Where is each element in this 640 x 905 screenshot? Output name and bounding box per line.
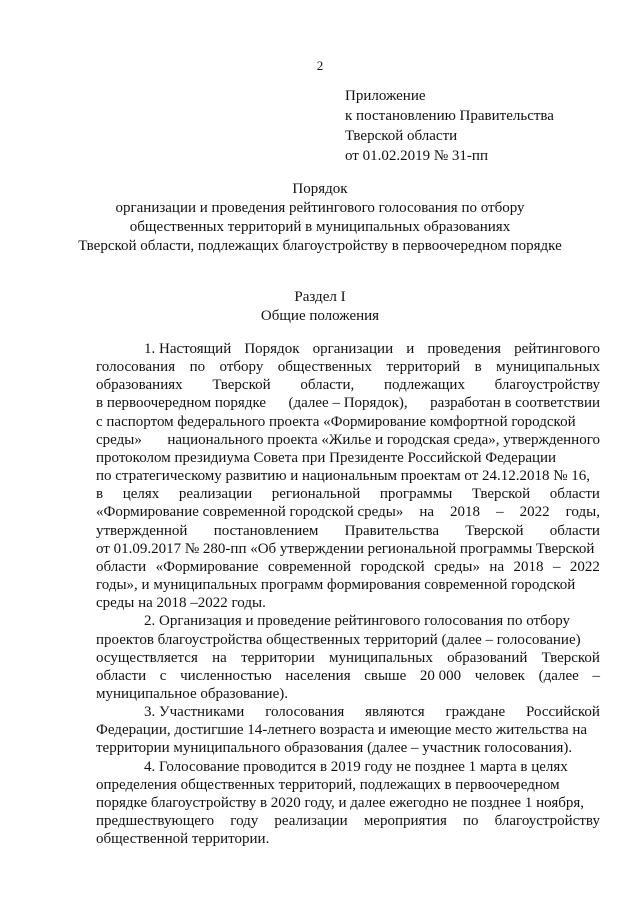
- text-line: [96, 358, 600, 376]
- word-group: 2022: [569, 558, 600, 575]
- word-group: граждане: [445, 704, 506, 721]
- word-group: осуществляется: [96, 649, 198, 666]
- text-line: [96, 794, 600, 812]
- word-group: Порядок: [244, 341, 300, 357]
- word-group: программы: [379, 486, 453, 503]
- text-line: [96, 758, 600, 776]
- text-line: [96, 612, 600, 630]
- text-line: [96, 394, 600, 412]
- page-number: 2: [316, 58, 324, 73]
- word-group: свыше: [364, 667, 407, 684]
- word-group: национального проекта «Жилье и городская среда», утвержденного: [167, 431, 600, 448]
- word-group: региональной: [271, 486, 361, 503]
- word-group: году: [230, 813, 259, 830]
- word-group: области: [549, 486, 600, 503]
- text-line: [96, 540, 600, 558]
- word-group: –: [552, 558, 561, 575]
- word-group: 20 000: [419, 667, 462, 684]
- word-group: образований: [447, 649, 528, 666]
- word-group: 1. Настоящий: [144, 341, 232, 357]
- word-group: реализации: [178, 486, 253, 503]
- word-group: в: [474, 359, 482, 376]
- text-line: [96, 576, 600, 594]
- word-group: человек: [474, 667, 525, 684]
- paragraph-1: [96, 340, 600, 612]
- word-group: на: [212, 649, 227, 666]
- text-line: [96, 776, 600, 794]
- word-group: и: [406, 341, 415, 357]
- word-group: являются: [365, 704, 425, 721]
- word-group: годы», и муниципальных программ формирования современной городской: [96, 577, 576, 594]
- word-group: протоколом президиума Совета при Президенте Российской Федерации: [96, 449, 557, 466]
- word-group: порядке благоустройству в 2020 году, и далее ежегодно не позднее 1 ноября,: [96, 794, 585, 811]
- word-group: от 01.09.2017 № 280-пп «Об утверждении региональной программы Тверской: [96, 540, 595, 557]
- text-line: [96, 467, 600, 485]
- text-line: [96, 376, 600, 394]
- word-group: Тверской: [212, 377, 271, 394]
- word-group: 3. Участниками: [144, 704, 245, 721]
- word-group: благоустройству: [494, 377, 600, 394]
- paragraph-2: [96, 612, 600, 703]
- word-group: Правительства: [344, 522, 440, 539]
- word-group: реализации: [274, 813, 348, 830]
- text-line-last: общественной территории.: [96, 831, 270, 848]
- word-group: проведения: [427, 341, 502, 357]
- word-group: муниципальных: [496, 359, 600, 376]
- word-group: в: [96, 486, 104, 503]
- title-line: общественных территорий в муниципальных образованиях: [129, 219, 511, 235]
- word-group: мероприятия: [363, 813, 447, 830]
- text-line: [96, 721, 600, 739]
- word-group: благоустройству: [494, 813, 600, 830]
- word-group: Российской: [526, 704, 600, 721]
- word-group: общественных: [277, 359, 373, 376]
- text-line-last: территории муниципального образования (далее – участник голосования).: [96, 740, 573, 757]
- word-group: по стратегическому развитию и национальным проектам от 24.12.2018 № 16,: [96, 468, 591, 485]
- word-group: образованиях: [96, 377, 183, 394]
- word-group: области,: [300, 377, 355, 394]
- text-line: [96, 812, 600, 830]
- word-group: области: [96, 667, 147, 684]
- word-group: территории: [241, 649, 315, 666]
- word-group: Федерации, достигшие 14-летнего возраста и имеющие место жительства на: [96, 722, 588, 739]
- text-line: [96, 485, 600, 503]
- title-line: Порядок: [292, 181, 348, 197]
- word-group: (далее – Порядок),: [288, 395, 408, 412]
- section-name: Общие положения: [260, 308, 380, 324]
- section-heading: [0, 288, 640, 326]
- word-group: отбору: [219, 359, 264, 376]
- word-group: предшествующего: [96, 813, 215, 830]
- word-group: в первоочередном порядке: [96, 395, 267, 412]
- word-group: Тверской: [541, 649, 600, 666]
- word-group: разработан в соответствии: [430, 395, 600, 412]
- word-group: с: [159, 667, 167, 684]
- word-group: Тверской: [465, 522, 524, 539]
- word-group: 2018: [450, 504, 481, 521]
- text-line: [96, 449, 600, 467]
- word-group: 2018: [513, 558, 544, 575]
- text-line-last: муниципальное образование).: [96, 685, 288, 702]
- word-group: области: [549, 522, 600, 539]
- word-group: подлежащих: [383, 377, 465, 394]
- word-group: рейтингового: [514, 341, 600, 357]
- paragraph-4: [96, 758, 600, 849]
- title-line: Тверской области, подлежащих благоустройству в первоочередном порядке: [78, 238, 562, 254]
- appendix-line: Приложение: [345, 88, 426, 104]
- word-group: по: [189, 359, 206, 376]
- appendix-header: [345, 86, 554, 166]
- text-line: [96, 340, 600, 358]
- text-line: [96, 631, 600, 649]
- word-group: по: [463, 813, 479, 830]
- text-line: [96, 413, 600, 431]
- word-group: среды»: [434, 558, 480, 575]
- text-line: [96, 649, 600, 667]
- paragraph-3: [96, 703, 600, 757]
- word-group: городской: [360, 558, 425, 575]
- document-title: [0, 180, 640, 256]
- word-group: проектов благоустройства общественных территорий (далее – голосование): [96, 631, 581, 648]
- word-group: области: [96, 558, 147, 575]
- word-group: территорий: [386, 359, 461, 376]
- title-line: организации и проведения рейтингового голосования по отбору: [115, 200, 525, 216]
- word-group: на: [489, 558, 505, 575]
- text-line: [96, 431, 600, 449]
- word-group: (далее: [538, 667, 579, 684]
- word-group: муниципальных: [329, 649, 433, 666]
- appendix-line: к постановлению Правительства: [345, 108, 554, 124]
- word-group: населения: [285, 667, 351, 684]
- section-number: Раздел I: [294, 289, 346, 305]
- word-group: утвержденной: [96, 522, 188, 539]
- word-group: среды»: [96, 431, 142, 448]
- word-group: 2022: [519, 504, 550, 521]
- word-group: годы,: [565, 504, 600, 521]
- word-group: определения общественных территорий, подлежащих в первоочередном: [96, 776, 560, 793]
- text-line: [96, 667, 600, 685]
- word-group: с паспортом федерального проекта «Формирование комфортной городской: [96, 413, 576, 430]
- text-line: [96, 503, 600, 521]
- word-group: голосования: [265, 704, 345, 721]
- text-line: [96, 522, 600, 540]
- word-group: организации: [312, 341, 394, 357]
- word-group: на: [419, 504, 435, 521]
- text-line: [96, 703, 600, 721]
- appendix-line: Тверской области: [345, 128, 458, 144]
- word-group: «Формирование современной городской среды»: [96, 504, 404, 521]
- word-group: современной: [267, 558, 352, 575]
- word-group: Тверской: [471, 486, 531, 503]
- word-group: –: [592, 667, 600, 684]
- body-text: [96, 340, 600, 848]
- word-group: целях: [122, 486, 160, 503]
- word-group: «Формирование: [155, 558, 259, 575]
- word-group: голосования: [96, 359, 176, 376]
- word-group: 2. Организация и проведение рейтингового голосования по отбору: [144, 613, 570, 630]
- word-group: –: [496, 504, 504, 521]
- text-line: [96, 558, 600, 576]
- word-group: численностью: [180, 667, 272, 684]
- word-group: постановлением: [213, 522, 319, 539]
- word-group: 4. Голосование проводится в 2019 году не позднее 1 марта в целях: [144, 758, 568, 775]
- text-line-last: среды на 2018 –2022 годы.: [96, 595, 266, 612]
- appendix-date-line: от 01.02.2019 № 31-пп: [345, 148, 488, 164]
